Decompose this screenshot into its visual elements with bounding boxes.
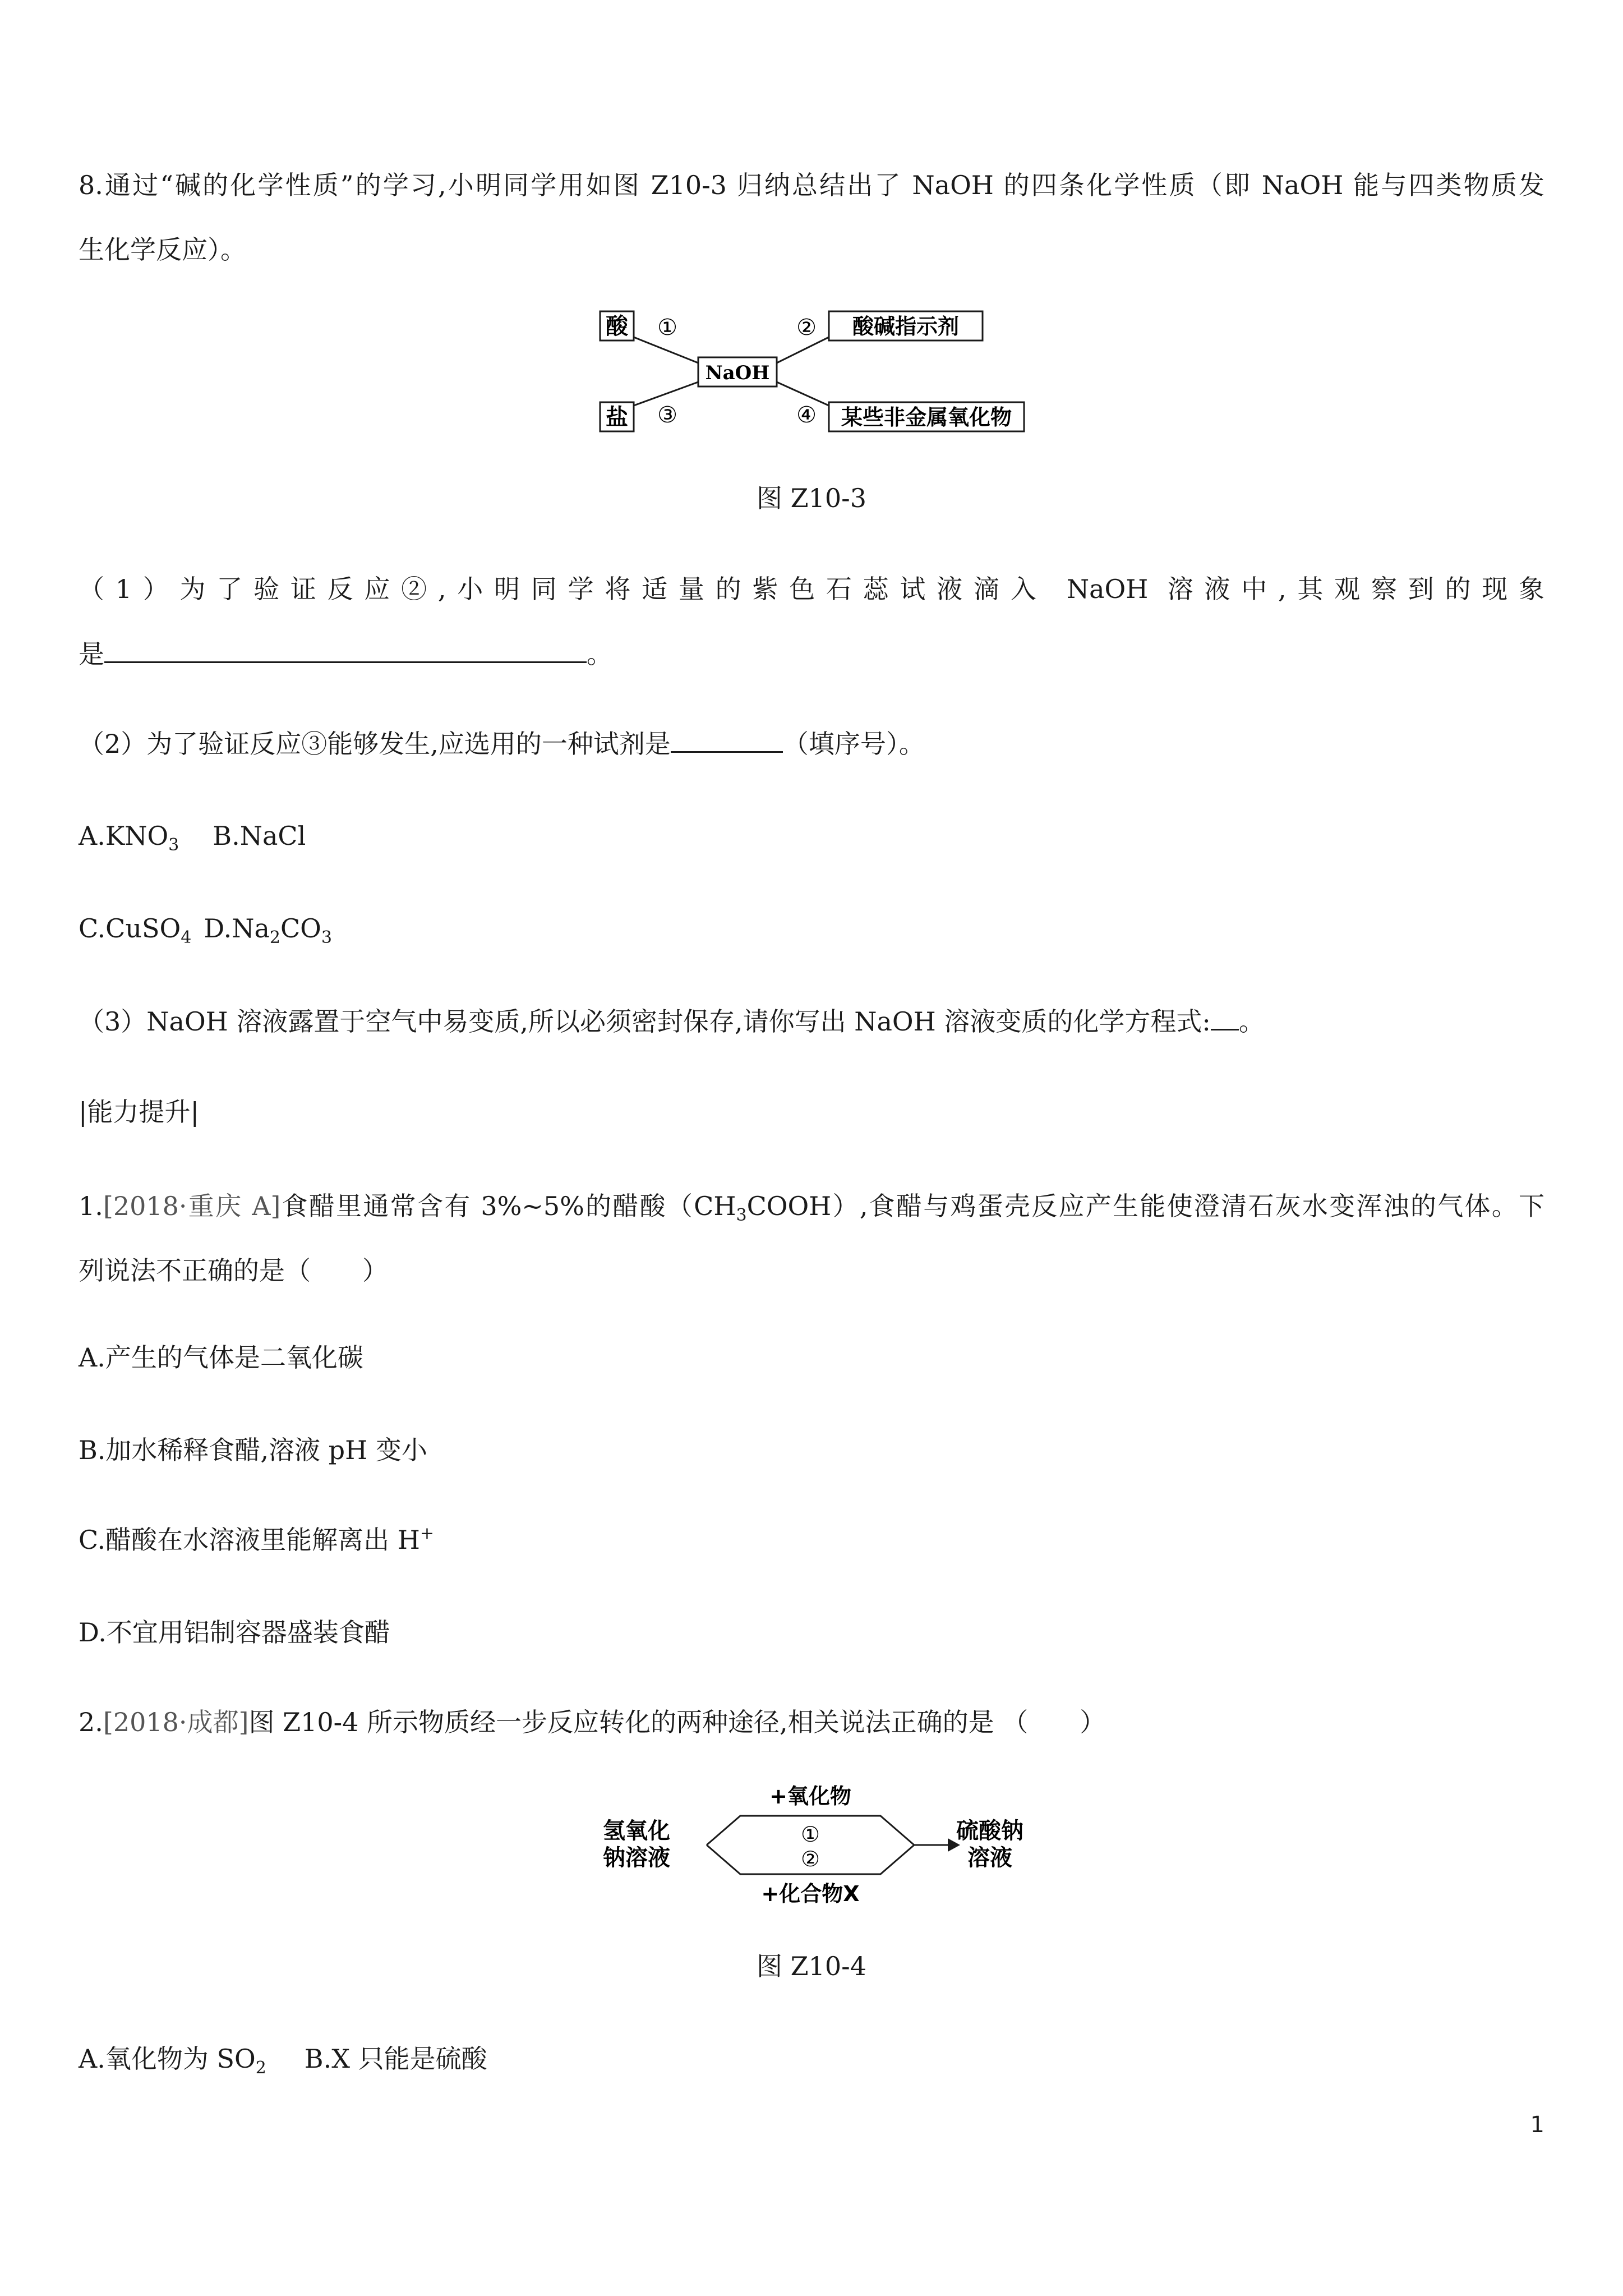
p2-stem: 2.[2018·成都]图 Z10-4 所示物质经一步反应转化的两种途径,相关说法正确的是 （ ）	[79, 1707, 1106, 1737]
q8-options-ab	[79, 819, 1544, 853]
salt-label: 盐	[606, 404, 628, 430]
reaction-number-2: ②	[796, 315, 817, 341]
p1-option-d: D.不宜用铝制容器盛装食醋	[79, 1617, 390, 1648]
q8-sub3-prefix: （3）NaOH 溶液露置于空气中易变质,所以必须密封保存,请你写出 NaOH 溶液变质的化学方程式:	[79, 1006, 1211, 1037]
q8-sub1-prefix: 是	[79, 639, 104, 669]
p2-option-b: B.X 只能是硫酸	[304, 2044, 487, 2074]
figure-caption-z10-3: 图 Z10-3	[757, 483, 866, 513]
page-number: 1	[1530, 2112, 1544, 2138]
connector-2	[777, 337, 829, 363]
indicator-label: 酸碱指示剂	[852, 314, 960, 339]
p2-source: [2018·成都]	[103, 1707, 249, 1737]
nonmetal-oxide-label: 某些非金属氧化物	[841, 405, 1012, 430]
naoh-solution-label-2: 钠溶液	[603, 1845, 670, 1871]
connector-1	[634, 337, 698, 363]
p2-options-ab	[79, 2042, 1544, 2076]
naoh-solution-label-1: 氢氧化	[603, 1818, 670, 1844]
path-number-1: ①	[800, 1822, 820, 1847]
q8-sub1-line1: （1）为了验证反应②,小明同学将适量的紫色石蕊试液滴入 NaOH 溶液中,其观察到的现象	[79, 574, 1544, 604]
figure-caption-z10-4: 图 Z10-4	[757, 1951, 866, 1981]
p1-option-a: A.产生的气体是二氧化碳	[79, 1342, 363, 1373]
reaction-number-1: ①	[657, 315, 677, 341]
q8-sub2	[79, 726, 1544, 761]
option-d: $D.Na_2CO_3$	[204, 913, 332, 947]
q8-sub2-prefix: （2）为了验证反应③能够发生,应选用的一种试剂是	[79, 729, 671, 759]
naoh-label: NaOH	[705, 362, 770, 384]
section-title: |能力提升|	[79, 1097, 199, 1127]
q8-stem-line1: 8.通过“碱的化学性质”的学习,小明同学用如图 Z10-3 归纳总结出了 NaOH 的四条化学性质（即 NaOH 能与四类物质发	[79, 170, 1544, 200]
sodium-sulfate-label-2: 溶液	[967, 1845, 1012, 1871]
sodium-sulfate-label-1: 硫酸钠	[956, 1818, 1023, 1844]
option-b: B.NaCl	[213, 821, 306, 851]
reaction-number-3: ③	[657, 402, 677, 428]
p1-option-c: C.醋酸在水溶液里能解离出 H+	[79, 1524, 435, 1555]
answer-blank-2[interactable]	[671, 726, 783, 753]
compound-x-label: +化合物X	[761, 1881, 860, 1906]
path-number-2: ②	[800, 1847, 820, 1871]
reaction-number-4: ④	[796, 402, 817, 428]
p2-option-a: A.氧化物为 $SO_2$	[79, 2044, 266, 2078]
q8-sub3	[79, 1004, 1544, 1038]
naoh-properties-diagram	[589, 306, 1038, 440]
answer-blank-1[interactable]	[104, 637, 587, 663]
q8-sub1-line2	[79, 637, 1544, 671]
answer-blank-3[interactable]	[1211, 1004, 1239, 1030]
q8-options-cd	[79, 912, 1544, 945]
conversion-diagram	[589, 1775, 1071, 1916]
p1-option-b: B.加水稀释食醋,溶液 pH 变小	[79, 1435, 427, 1465]
p1-source: [2018·重庆 A]	[103, 1191, 281, 1221]
option-c: C.CuSO$_4$	[79, 913, 192, 947]
p1-stem-line2: 列说法不正确的是（ ）	[79, 1255, 388, 1286]
q8-stem-line2: 生化学反应）。	[79, 234, 246, 265]
option-a: $A.KNO_3$	[79, 821, 179, 855]
oxide-reagent-label: +氧化物	[769, 1784, 851, 1809]
q8-sub1-suffix: 。	[587, 639, 612, 669]
p1-stem-line1: 1.[2018·重庆 A]食醋里通常含有 3%~5%的醋酸$(CH_3COOH)$,食醋与鸡蛋壳反应产生能使澄清石灰水变浑浊的气体。下	[79, 1191, 1544, 1225]
acid-label: 酸	[606, 314, 628, 339]
q8-sub2-suffix: （填序号）。	[782, 729, 925, 759]
q8-sub3-suffix: 。	[1238, 1006, 1265, 1037]
